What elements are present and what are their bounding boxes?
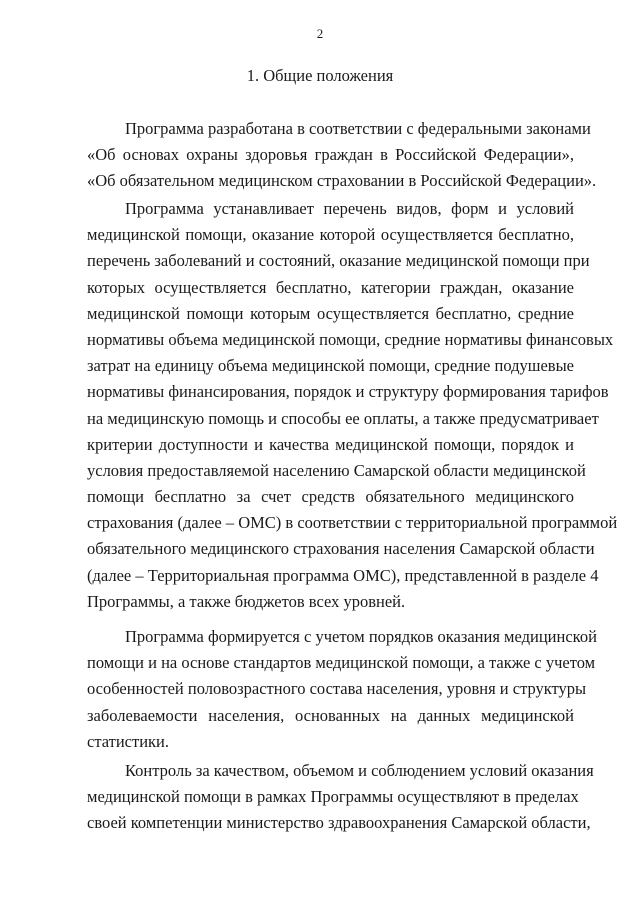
paragraph-3 [87, 624, 597, 755]
text-line: критерии доступности и качества медицинской помощи, порядок и [87, 434, 574, 454]
text-line: Программа устанавливает перечень видов, форм и условий [125, 199, 574, 218]
text-line: Программа формируется с учетом порядков оказания медицинской [125, 627, 597, 646]
text-line: «Об основах охраны здоровья граждан в Российской Федерации», [87, 145, 574, 165]
text-line: статистики. [87, 731, 170, 751]
text-line: особенностей половозрастного состава населения, уровня и структуры [87, 679, 587, 699]
paragraph-2 [87, 196, 618, 615]
text-line: медицинской помощи в рамках Программы осуществляют в пределах [87, 787, 579, 807]
text-line: «Об обязательном медицинском страховании в Российской Федерации». [87, 171, 597, 191]
text-line: на медицинскую помощь и способы ее оплаты, а также предусматривает [87, 408, 599, 428]
text-line: Программа разработана в соответствии с федеральными законами [125, 119, 591, 138]
text-line: медицинской помощи которым осуществляется бесплатно, средние [87, 303, 574, 323]
text-line: Программы, а также бюджетов всех уровней. [87, 591, 406, 611]
text-line: которых осуществляется бесплатно, категории граждан, оказание [87, 277, 574, 297]
text-line: заболеваемости населения, основанных на данных медицинской [87, 705, 574, 725]
text-line: обязательного медицинского страхования населения Самарской области [87, 539, 595, 559]
text-line: медицинской помощи, оказание которой осуществляется бесплатно, [87, 225, 574, 245]
text-line: затрат на единицу объема медицинской помощи, средние подушевые [87, 356, 574, 376]
text-line: своей компетенции министерство здравоохранения Самарской области, [87, 813, 591, 833]
text-line: помощи и на основе стандартов медицинской помощи, а также с учетом [87, 653, 596, 673]
page-number: 2 [316, 26, 324, 41]
text-line: Контроль за качеством, объемом и соблюдением условий оказания [125, 761, 594, 780]
paragraph-4 [87, 758, 594, 837]
text-line: перечень заболеваний и состояний, оказание медицинской помощи при [87, 251, 590, 271]
text-line: нормативы финансирования, порядок и структуру формирования тарифов [87, 382, 609, 402]
paragraph-1 [87, 116, 597, 195]
text-line: условия предоставляемой населению Самарской области медицинской [87, 460, 586, 480]
text-line: помощи бесплатно за счет средств обязательного медицинского [87, 487, 574, 507]
text-line: (далее – Территориальная программа ОМС), представленной в разделе 4 [87, 565, 599, 585]
section-title: 1. Общие положения [246, 66, 394, 85]
text-line: страхования (далее – ОМС) в соответствии с территориальной программой [87, 513, 618, 533]
text-line: нормативы объема медицинской помощи, средние нормативы финансовых [87, 329, 614, 349]
